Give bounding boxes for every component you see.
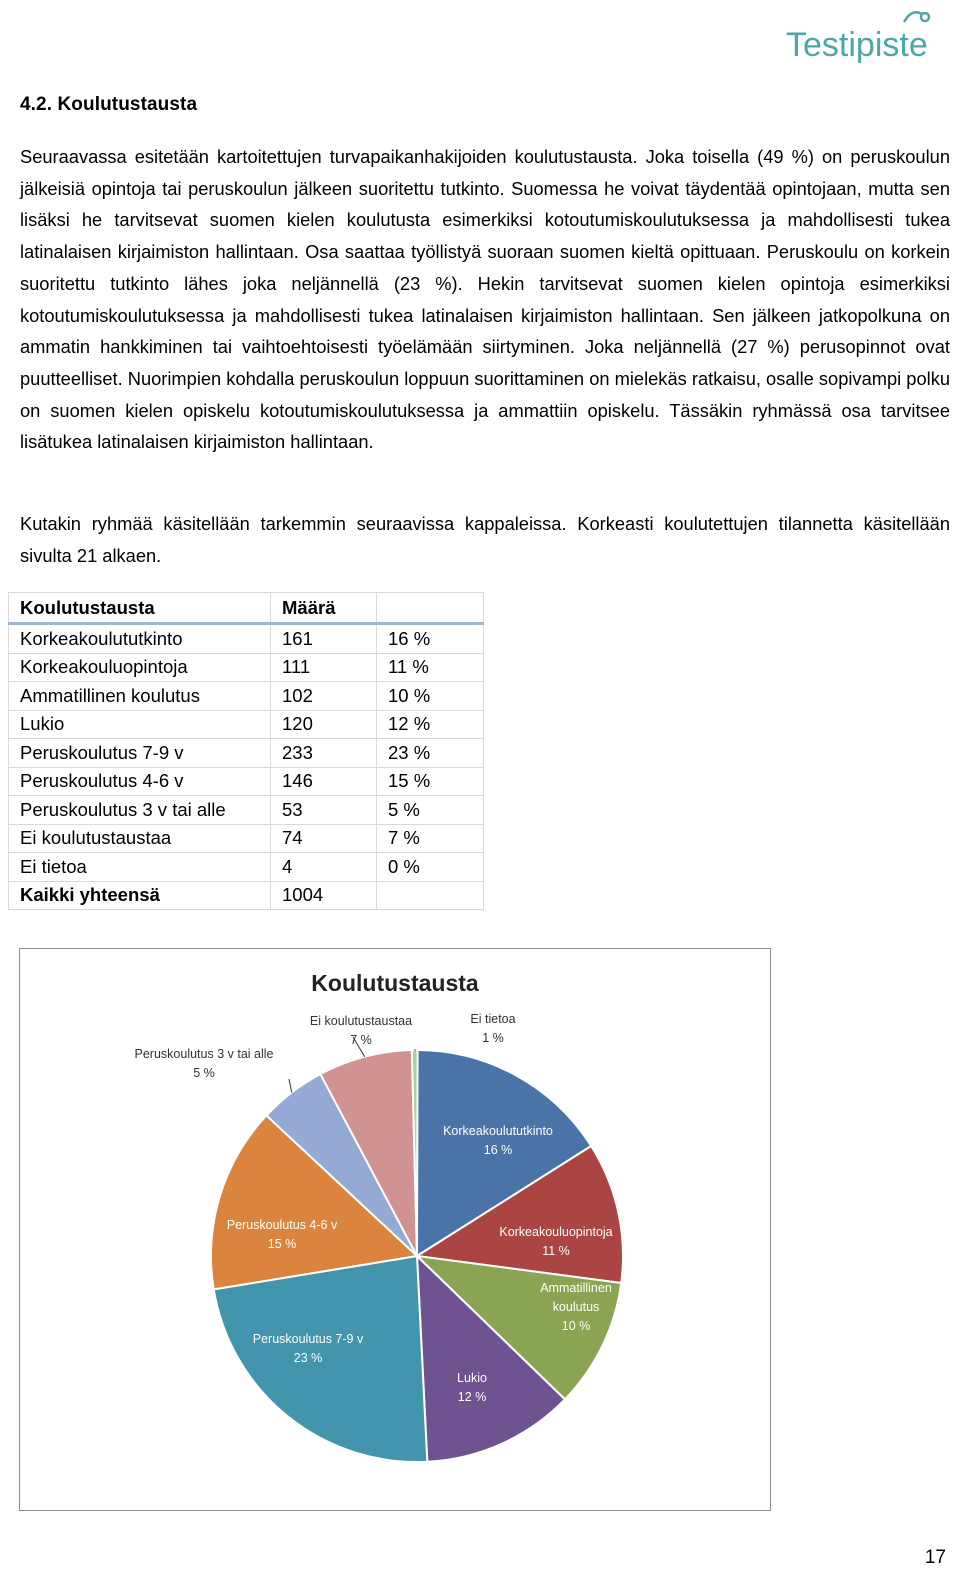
cell-category: Peruskoulutus 7-9 v [9, 739, 271, 768]
logo-dot [921, 13, 929, 21]
cell-category: Kaikki yhteensä [9, 881, 271, 910]
slice-label-line: Korkeakouluopintoja [499, 1225, 613, 1239]
slice-label-line: Ei koulutustaustaa [309, 1014, 413, 1028]
slice-label [310, 1014, 412, 1047]
cell-count: 161 [271, 624, 377, 654]
cell-percent: 23 % [377, 739, 484, 768]
cell-count: 53 [271, 796, 377, 825]
logo-swoosh [904, 12, 922, 22]
table-row [9, 682, 484, 711]
cell-category: Korkeakoulututkinto [9, 624, 271, 654]
slice-label-line: 23 % [293, 1351, 323, 1365]
cell-count: 146 [271, 767, 377, 796]
cell-percent [377, 881, 484, 910]
testipiste-logo [786, 4, 954, 68]
table-row [9, 739, 484, 768]
slice-label-line: Ammatillinen [540, 1281, 612, 1295]
cell-count: 120 [271, 710, 377, 739]
table-row [9, 824, 484, 853]
table-row [9, 710, 484, 739]
pie-chart-svg [20, 949, 772, 1512]
slice-label-line: Ei tietoa [470, 1012, 516, 1026]
slice-label-line: Peruskoulutus 7-9 v [252, 1332, 364, 1346]
cell-percent: 12 % [377, 710, 484, 739]
cell-category: Koulutustausta [9, 593, 271, 624]
table-row [9, 624, 484, 654]
paragraph-intro: Seuraavassa esitetään kartoitettujen turvapaikanhakijoiden koulutustausta. Joka toisella (49 %) on peruskoulun jälkeisiä opintoja tai peruskoulun jälkeen suoritettu tutkinto. Suomessa he voivat täydentää opintojaan, mutta sen lisäksi he tarvitsevat suomen kielen koulutusta esimerkiksi kotoutumiskoulutuksessa ja mahdollisesti tukea latinalaisen kirjaimiston hallintaan. Osa saattaa työllistyä suoraan suomen kieltä opittuaan. Peruskoulu on korkein suoritettu tutkinto lähes joka neljännellä (23 %). Hekin tarvitsevat suomen kielen opintoja esimerkiksi kotoutumiskoulutuksessa ja mahdollisesti tukea latinalaisen kirjaimiston hallintaan. Sen jälkeen jatkopolkuna on ammatin hankkiminen tai vaihtoehtoisesti työelämään siirtyminen. Joka neljännellä (27 %) perusopinnot ovat puutteelliset. Nuorimpien kohdalla peruskoulun loppuun suorittaminen on mielekäs ratkaisu, osalle sopivampi polku on suomen kielen opiskelu kotoutumiskoulutuksessa ja ammattiin opiskelu. Tässäkin ryhmässä osa tarvitsee lisätukea latinalaisen kirjaimiston hallintaan. [20, 146, 950, 453]
cell-percent: 10 % [377, 682, 484, 711]
slice-label-line: koulutus [552, 1300, 600, 1314]
cell-count: 74 [271, 824, 377, 853]
table-total-row [9, 881, 484, 910]
cell-count: 111 [271, 653, 377, 682]
leader-line [289, 1079, 292, 1093]
cell-count: 4 [271, 853, 377, 882]
slice-label-line: 12 % [457, 1390, 487, 1404]
slice-label-line: 15 % [267, 1237, 297, 1251]
page-number: 17 [924, 1547, 946, 1568]
slice-label-line: 1 % [482, 1031, 504, 1045]
cell-category: Ammatillinen koulutus [9, 682, 271, 711]
slice-label-line: 16 % [483, 1143, 513, 1157]
logo-text: Testipiste [786, 26, 928, 64]
slice-label-line: Lukio [457, 1371, 487, 1385]
cell-category: Korkeakouluopintoja [9, 653, 271, 682]
cell-percent: 11 % [377, 653, 484, 682]
slice-label-line: 5 % [193, 1066, 215, 1080]
slice-label [470, 1012, 515, 1045]
cell-percent: 5 % [377, 796, 484, 825]
table-row [9, 767, 484, 796]
slice-label-line: 7 % [350, 1033, 372, 1047]
slice-label [135, 1047, 274, 1080]
cell-percent: 16 % [377, 624, 484, 654]
table-row [9, 796, 484, 825]
cell-count: 102 [271, 682, 377, 711]
slice-label-line: 11 % [542, 1244, 570, 1258]
cell-category: Ei tietoa [9, 853, 271, 882]
slice-label-line: 10 % [561, 1319, 591, 1333]
slice-label-line: Korkeakoulututkinto [443, 1124, 553, 1138]
paragraph-note: Kutakin ryhmää käsitellään tarkemmin seuraavissa kappaleissa. Korkeasti koulutettujen tilannetta käsitellään sivulta 21 alkaen. [20, 513, 950, 566]
cell-category: Lukio [9, 710, 271, 739]
cell-category: Peruskoulutus 3 v tai alle [9, 796, 271, 825]
education-pie-chart [19, 948, 771, 1511]
cell-percent: 7 % [377, 824, 484, 853]
slice-label-line: Peruskoulutus 3 v tai alle [134, 1047, 274, 1061]
chart-title: Koulutustausta [311, 970, 479, 996]
section-heading: 4.2. Koulutustausta [20, 94, 198, 115]
cell-count: 1004 [271, 881, 377, 910]
cell-count: 233 [271, 739, 377, 768]
cell-count: Määrä [271, 593, 377, 624]
slice-label-line: Peruskoulutus 4-6 v [226, 1218, 338, 1232]
education-table [8, 592, 484, 910]
cell-category: Peruskoulutus 4-6 v [9, 767, 271, 796]
cell-percent: 15 % [377, 767, 484, 796]
table-header-row [9, 593, 484, 624]
cell-category: Ei koulutustaustaa [9, 824, 271, 853]
cell-percent: 0 % [377, 853, 484, 882]
table-row [9, 653, 484, 682]
cell-percent [377, 593, 484, 624]
table-row [9, 853, 484, 882]
